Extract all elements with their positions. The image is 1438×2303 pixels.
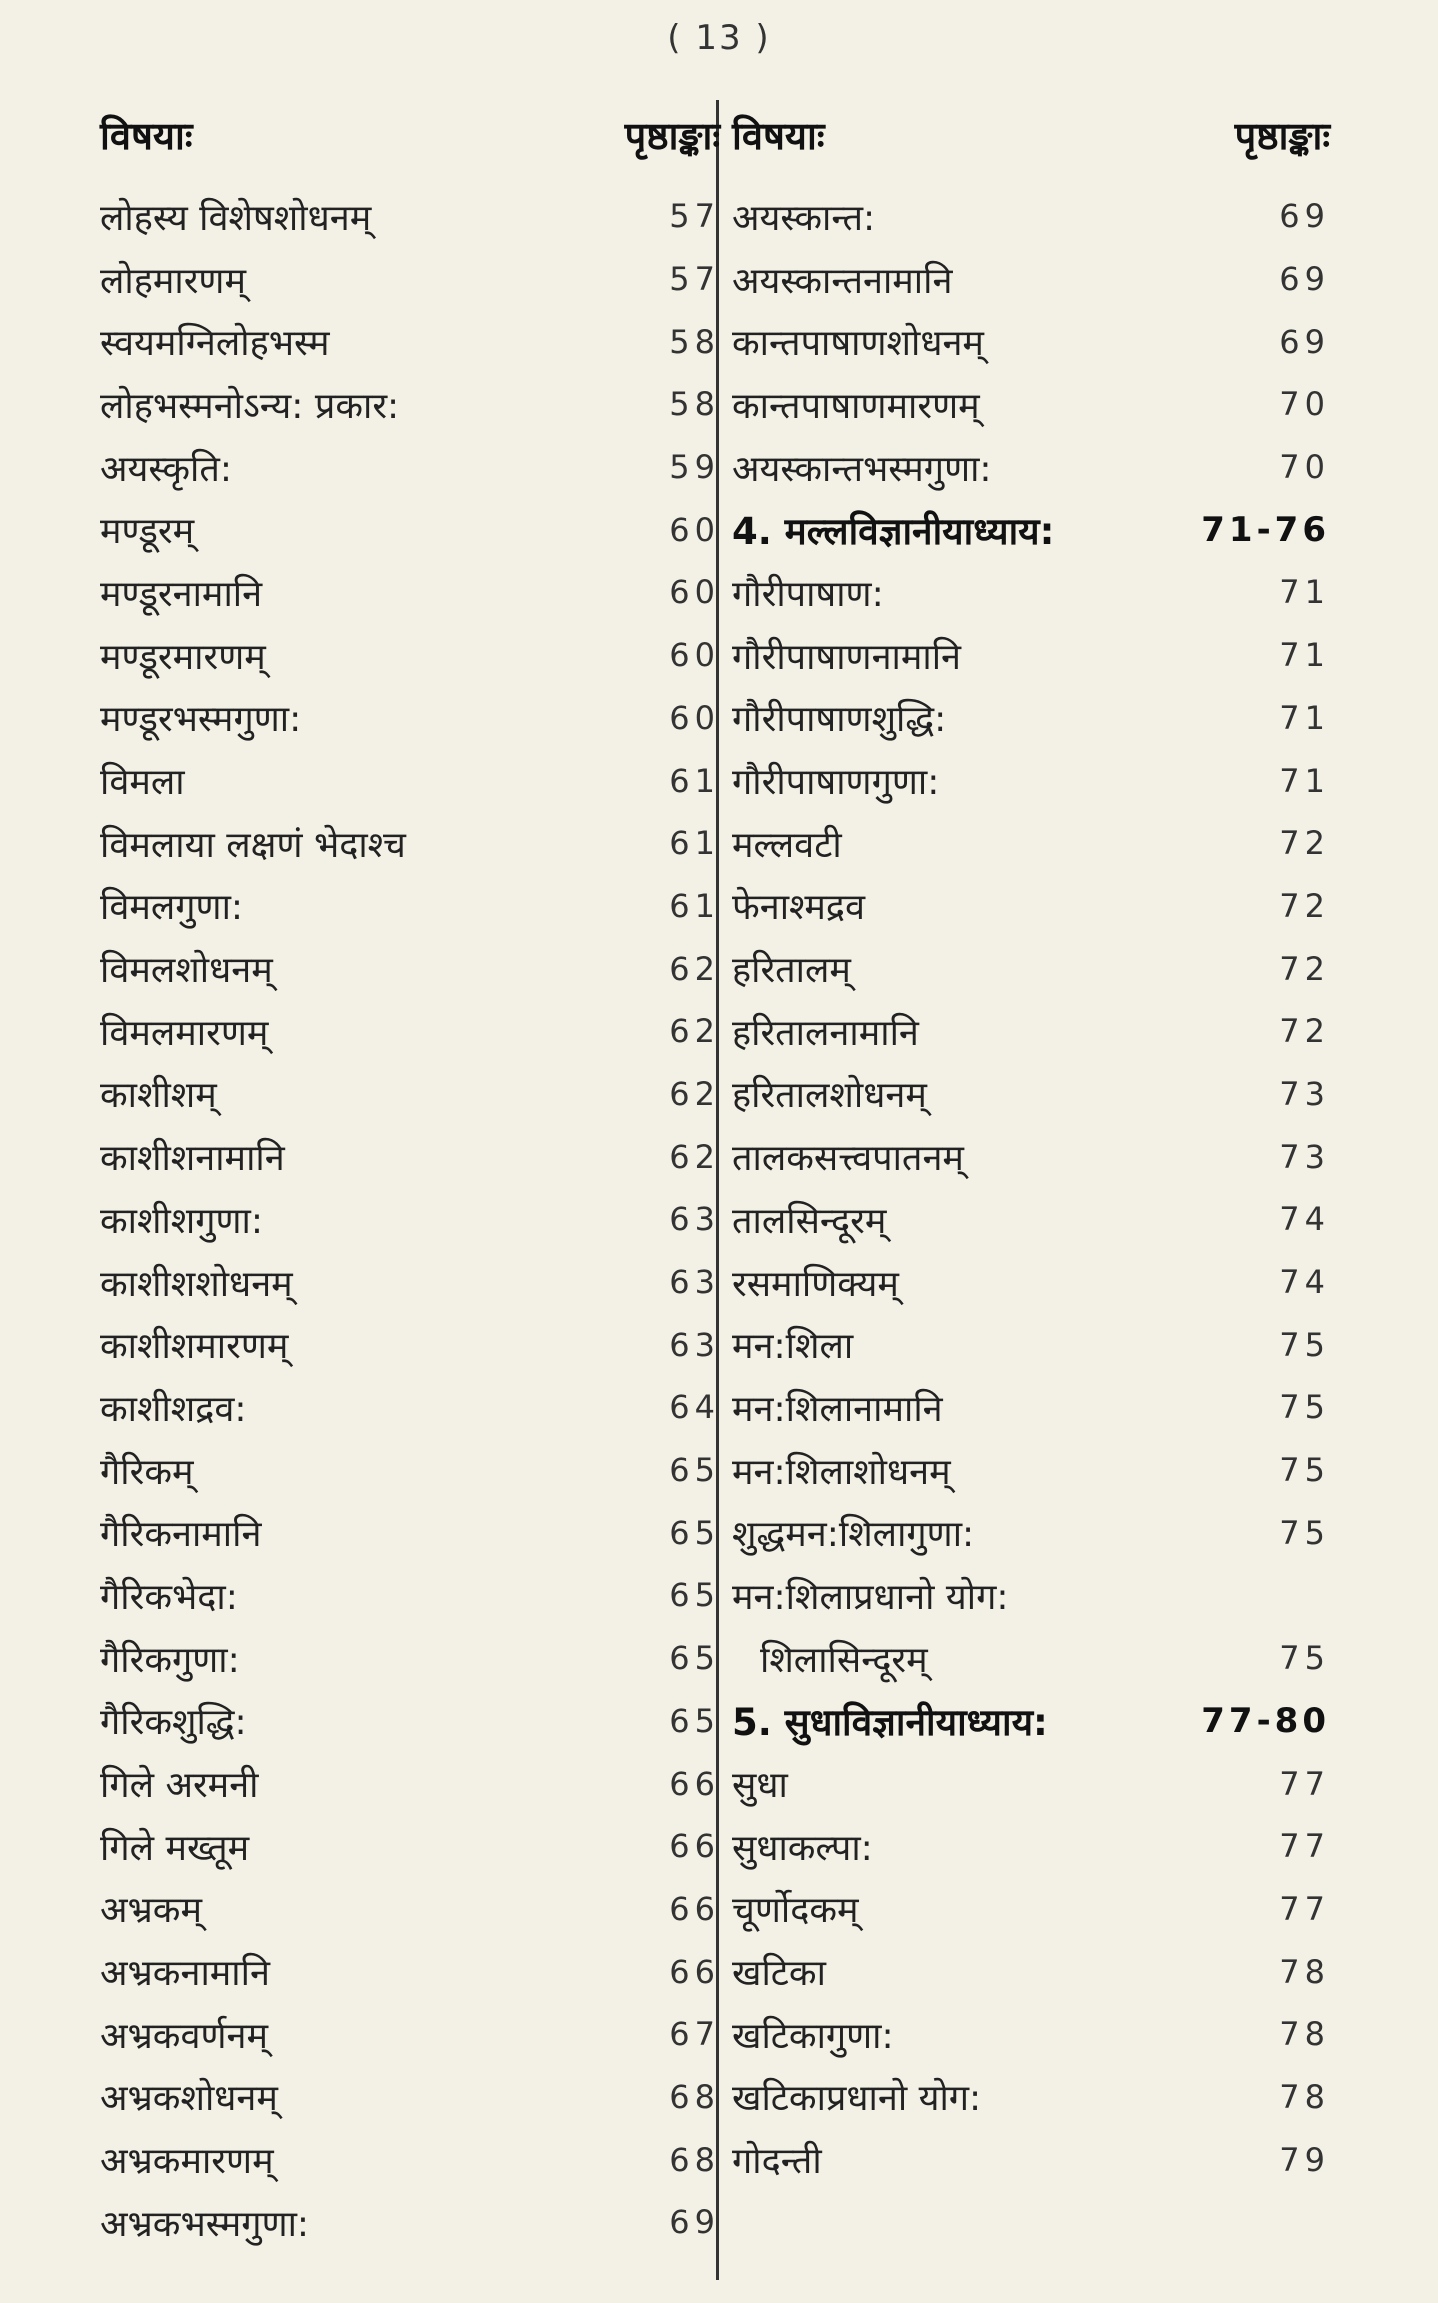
- toc-entry: [100, 436, 720, 499]
- toc-entry: [100, 1815, 720, 1878]
- toc-entry: [100, 1000, 720, 1063]
- entry-page-number: 65: [669, 1701, 720, 1740]
- entry-page-number: 72: [1279, 886, 1330, 925]
- toc-entry: [100, 624, 720, 687]
- toc-entry: [100, 561, 720, 624]
- right-entry-list: [732, 185, 1330, 2191]
- entry-label: कान्तपाषाणमारणम्: [732, 385, 980, 427]
- subject-heading: विषयाः: [100, 114, 193, 158]
- entry-label: अयस्कृति:: [100, 448, 233, 490]
- chapter-heading: [732, 498, 1330, 561]
- entry-label: मन:शिलाप्रधानो योग:: [732, 1576, 1009, 1618]
- entry-page-number: 64: [669, 1388, 720, 1427]
- entry-label: खटिकाप्रधानो योग:: [732, 2078, 982, 2120]
- entry-label: अभ्रकशोधनम्: [100, 2078, 278, 2120]
- toc-entry: [100, 2128, 720, 2191]
- entry-label: सुधा: [732, 1765, 788, 1807]
- entry-page-number: 58: [669, 322, 720, 361]
- entry-page-number: 69: [1279, 197, 1330, 236]
- toc-entry: [732, 1251, 1330, 1314]
- toc-entry: [100, 248, 720, 311]
- entry-page-number: 77: [1279, 1764, 1330, 1803]
- right-column-header: [732, 95, 1330, 175]
- toc-entry: [732, 2003, 1330, 2066]
- entry-label: 4. मल्लविज्ञानीयाध्याय:: [732, 510, 1055, 554]
- left-column: [100, 95, 720, 2254]
- toc-entry: [732, 624, 1330, 687]
- entry-label: अभ्रकवर्णनम्: [100, 2015, 269, 2057]
- entry-page-number: 75: [1279, 1639, 1330, 1678]
- toc-entry: [100, 2191, 720, 2254]
- toc-entry: [100, 310, 720, 373]
- subject-heading: विषयाः: [732, 114, 825, 158]
- entry-page-number: 69: [1279, 322, 1330, 361]
- entry-label: शुद्धमन:शिलागुणा:: [732, 1514, 975, 1556]
- entry-label: गौरीपाषाण:: [732, 573, 884, 615]
- entry-page-number: 71: [1279, 761, 1330, 800]
- entry-page-number: 77: [1279, 1827, 1330, 1866]
- toc-entry: [100, 1878, 720, 1941]
- toc-entry: [732, 373, 1330, 436]
- entry-page-number: 75: [1279, 1513, 1330, 1552]
- entry-page-number: 57: [669, 260, 720, 299]
- toc-entry: [100, 2003, 720, 2066]
- entry-label: गैरिकम्: [100, 1451, 194, 1493]
- entry-page-number: 78: [1279, 2015, 1330, 2054]
- toc-entry: [100, 498, 720, 561]
- entry-page-number: 73: [1279, 1137, 1330, 1176]
- entry-page-number: 65: [669, 1513, 720, 1552]
- toc-entry: [732, 2066, 1330, 2129]
- entry-label: अयस्कान्त:: [732, 197, 876, 239]
- entry-page-number: 74: [1279, 1263, 1330, 1302]
- entry-page-number: 63: [669, 1263, 720, 1302]
- entry-page-number: 71: [1279, 698, 1330, 737]
- entry-page-number: 66: [669, 1952, 720, 1991]
- toc-entry: [100, 1501, 720, 1564]
- entry-label: गैरिकगुणा:: [100, 1639, 240, 1681]
- toc-entry: [732, 1188, 1330, 1251]
- entry-page-number: 78: [1279, 1952, 1330, 1991]
- toc-entry: [100, 1188, 720, 1251]
- entry-label: अभ्रकनामानि: [100, 1953, 270, 1995]
- toc-entry: [100, 1564, 720, 1627]
- entry-page-number: 71: [1279, 573, 1330, 612]
- entry-page-number: 62: [669, 1137, 720, 1176]
- toc-entry: [100, 1063, 720, 1126]
- toc-entry: [100, 812, 720, 875]
- entry-page-number: 58: [669, 385, 720, 424]
- toc-entry: [732, 1752, 1330, 1815]
- toc-entry: [100, 1690, 720, 1753]
- entry-page-number: 61: [669, 824, 720, 863]
- entry-label: गिले अरमनी: [100, 1765, 259, 1807]
- toc-entry: [732, 2128, 1330, 2191]
- entry-label: अयस्कान्तभस्मगुणा:: [732, 448, 992, 490]
- toc-entry: [732, 1376, 1330, 1439]
- entry-page-number: 77: [1279, 1889, 1330, 1928]
- entry-page-number: 71-76: [1201, 509, 1330, 550]
- entry-page-number: 67: [669, 2015, 720, 2054]
- entry-page-number: 65: [669, 1576, 720, 1615]
- entry-page-number: 66: [669, 1827, 720, 1866]
- entry-label: काशीशनामानि: [100, 1138, 285, 1180]
- toc-entry: [100, 1251, 720, 1314]
- toc-entry: [732, 749, 1330, 812]
- entry-label: हरितालशोधनम्: [732, 1075, 927, 1117]
- entry-label: गिले मख्तूम: [100, 1827, 250, 1869]
- toc-entry: [732, 1313, 1330, 1376]
- entry-label: काशीशगुणा:: [100, 1200, 264, 1242]
- entry-page-number: 63: [669, 1200, 720, 1239]
- entry-page-number: 72: [1279, 1012, 1330, 1051]
- entry-label: मन:शिलानामानि: [732, 1388, 943, 1430]
- entry-label: काशीशशोधनम्: [100, 1263, 293, 1305]
- toc-entry: [100, 1313, 720, 1376]
- entry-label: मन:शिलाशोधनम्: [732, 1451, 951, 1493]
- entry-page-number: 61: [669, 761, 720, 800]
- toc-entry: [100, 1439, 720, 1502]
- toc-entry: [732, 185, 1330, 248]
- toc-entry: [732, 1815, 1330, 1878]
- entry-label: गौरीपाषाणगुणा:: [732, 762, 940, 804]
- entry-page-number: 68: [669, 2077, 720, 2116]
- entry-page-number: 65: [669, 1639, 720, 1678]
- entry-label: लोहस्य विशेषशोधनम्: [100, 197, 372, 239]
- entry-label: मन:शिला: [732, 1326, 854, 1368]
- entry-label: गौरीपाषाणनामानि: [732, 636, 962, 678]
- entry-page-number: 75: [1279, 1325, 1330, 1364]
- entry-page-number: 59: [669, 448, 720, 487]
- entry-page-number: 62: [669, 1012, 720, 1051]
- entry-page-number: 60: [669, 573, 720, 612]
- entry-label: विमला: [100, 762, 185, 804]
- entry-label: कान्तपाषाणशोधनम्: [732, 323, 984, 365]
- page-heading: पृष्ठाङ्काः: [624, 114, 720, 158]
- toc-entry: [100, 875, 720, 938]
- page-heading: पृष्ठाङ्काः: [1234, 114, 1330, 158]
- toc-entry: [100, 2066, 720, 2129]
- entry-label: अयस्कान्तनामानि: [732, 260, 953, 302]
- entry-label: काशीशम्: [100, 1075, 217, 1117]
- entry-page-number: 72: [1279, 949, 1330, 988]
- entry-label: लोहभस्मनोऽन्य: प्रकार:: [100, 385, 400, 427]
- toc-entry: [100, 1940, 720, 2003]
- entry-label: विमलशोधनम्: [100, 950, 273, 992]
- entry-page-number: 74: [1279, 1200, 1330, 1239]
- entry-label: विमलमारणम्: [100, 1012, 269, 1054]
- right-column: [732, 95, 1330, 2191]
- entry-page-number: 60: [669, 698, 720, 737]
- toc-entry: [732, 1564, 1330, 1627]
- chapter-heading: [732, 1690, 1330, 1753]
- entry-label: विमलगुणा:: [100, 887, 244, 929]
- entry-label: हरितालम्: [732, 950, 851, 992]
- toc-entry: [100, 185, 720, 248]
- entry-page-number: 77-80: [1201, 1700, 1330, 1741]
- entry-label: मल्लवटी: [732, 824, 842, 866]
- page-number: ( 13 ): [667, 18, 771, 58]
- toc-entry: [732, 1439, 1330, 1502]
- entry-page-number: 65: [669, 1451, 720, 1490]
- entry-label: फेनाश्मद्रव: [732, 887, 866, 929]
- entry-label: रसमाणिक्यम्: [732, 1263, 899, 1305]
- left-entry-list: [100, 185, 720, 2254]
- left-column-header: [100, 95, 720, 175]
- entry-page-number: 75: [1279, 1451, 1330, 1490]
- entry-label: गौरीपाषाणशुद्धि:: [732, 699, 947, 741]
- entry-page-number: 60: [669, 510, 720, 549]
- entry-page-number: 69: [1279, 260, 1330, 299]
- entry-page-number: 70: [1279, 448, 1330, 487]
- toc-entry: [732, 310, 1330, 373]
- entry-page-number: 57: [669, 197, 720, 236]
- entry-label: काशीशद्रव:: [100, 1388, 247, 1430]
- entry-label: गैरिकनामानि: [100, 1514, 262, 1556]
- entry-page-number: 69: [669, 2203, 720, 2242]
- entry-label: विमलाया लक्षणं भेदाश्च: [100, 824, 406, 866]
- entry-label: खटिका: [732, 1953, 826, 1995]
- entry-label: अभ्रकभस्मगुणा:: [100, 2203, 310, 2245]
- toc-entry: [100, 1627, 720, 1690]
- toc-entry: [100, 1752, 720, 1815]
- entry-label: काशीशमारणम्: [100, 1326, 289, 1368]
- toc-entry: [732, 1627, 1330, 1690]
- entry-page-number: 63: [669, 1325, 720, 1364]
- entry-label: लोहमारणम्: [100, 260, 246, 302]
- toc-entry: [100, 749, 720, 812]
- entry-label: गोदन्ती: [732, 2141, 822, 2183]
- toc-entry: [100, 1376, 720, 1439]
- entry-page-number: 73: [1279, 1074, 1330, 1113]
- entry-label: अभ्रकम्: [100, 1890, 202, 1932]
- entry-page-number: 71: [1279, 636, 1330, 675]
- entry-label: चूर्णोदकम्: [732, 1890, 859, 1932]
- entry-label: अभ्रकमारणम्: [100, 2141, 274, 2183]
- entry-page-number: 75: [1279, 1388, 1330, 1427]
- toc-entry: [100, 687, 720, 750]
- toc-entry: [732, 1878, 1330, 1941]
- entry-page-number: 62: [669, 949, 720, 988]
- entry-label: तालसिन्दूरम्: [732, 1200, 887, 1242]
- entry-page-number: 66: [669, 1764, 720, 1803]
- entry-label: खटिकागुणा:: [732, 2015, 894, 2057]
- entry-page-number: 62: [669, 1074, 720, 1113]
- toc-entry: [732, 875, 1330, 938]
- entry-label: स्वयमग्निलोहभस्म: [100, 323, 330, 365]
- toc-entry: [100, 1125, 720, 1188]
- entry-page-number: 61: [669, 886, 720, 925]
- entry-label: शिलासिन्दूरम्: [760, 1639, 928, 1681]
- entry-page-number: 72: [1279, 824, 1330, 863]
- entry-label: गैरिकभेदा:: [100, 1576, 238, 1618]
- toc-entry: [732, 561, 1330, 624]
- entry-page-number: 68: [669, 2140, 720, 2179]
- entry-label: मण्डूरभस्मगुणा:: [100, 699, 302, 741]
- entry-page-number: 78: [1279, 2077, 1330, 2116]
- entry-page-number: 60: [669, 636, 720, 675]
- toc-entry: [732, 1000, 1330, 1063]
- toc-entry: [732, 1501, 1330, 1564]
- entry-label: हरितालनामानि: [732, 1012, 919, 1054]
- entry-page-number: 66: [669, 1889, 720, 1928]
- entry-page-number: 70: [1279, 385, 1330, 424]
- toc-entry: [732, 1940, 1330, 2003]
- entry-label: 5. सुधाविज्ञानीयाध्याय:: [732, 1701, 1048, 1745]
- entry-label: तालकसत्त्वपातनम्: [732, 1138, 964, 1180]
- entry-page-number: 79: [1279, 2140, 1330, 2179]
- toc-entry: [732, 937, 1330, 1000]
- toc-entry: [100, 937, 720, 1000]
- toc-entry: [732, 1125, 1330, 1188]
- toc-entry: [732, 687, 1330, 750]
- entry-label: मण्डूरमारणम्: [100, 636, 266, 678]
- entry-label: गैरिकशुद्धि:: [100, 1702, 247, 1744]
- entry-label: मण्डूरम्: [100, 511, 195, 553]
- toc-entry: [732, 436, 1330, 499]
- toc-entry: [732, 1063, 1330, 1126]
- toc-entry: [100, 373, 720, 436]
- toc-entry: [732, 248, 1330, 311]
- entry-label: सुधाकल्पा:: [732, 1827, 873, 1869]
- toc-entry: [732, 812, 1330, 875]
- entry-label: मण्डूरनामानि: [100, 573, 263, 615]
